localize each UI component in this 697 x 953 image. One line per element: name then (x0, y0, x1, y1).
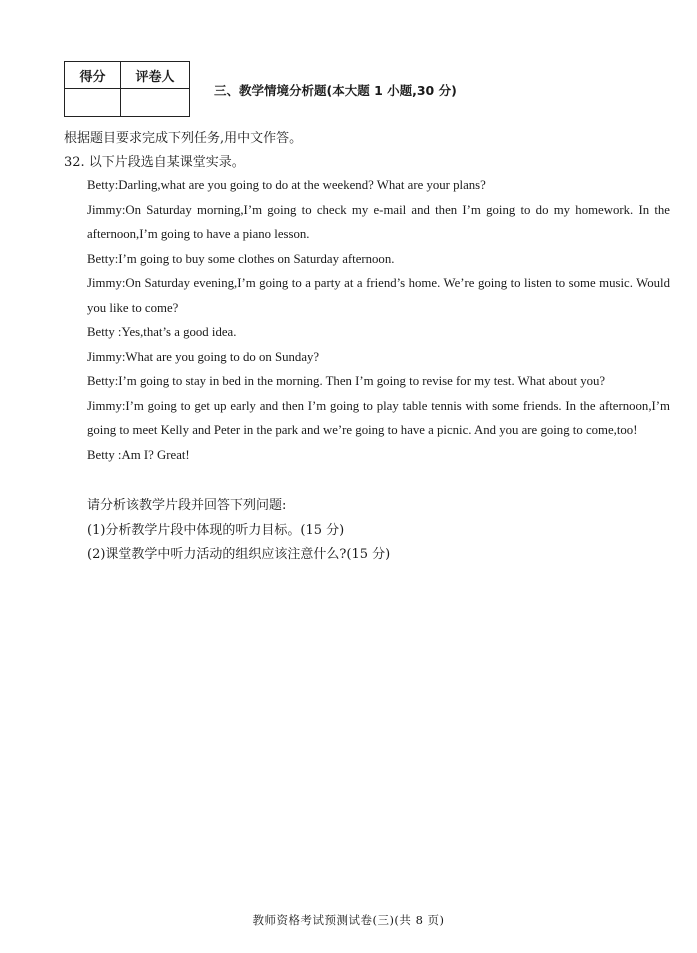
sub-question-2: (2)课堂教学中听力活动的组织应该注意什么?(15 分) (87, 547, 391, 562)
dialogue-line: Betty :Am I? Great! (87, 447, 190, 462)
question-stem: 32. 以下片段选自某课堂实录。 (64, 155, 245, 170)
dialogue-line: Jimmy:I’m going to get up early and then I’m going to play table tennis with some friends. In the afternoon,I’m going to meet Kelly and Peter in the park and we’re going to have a picnic. And you are going to come,too! (87, 398, 670, 437)
score-table (64, 61, 190, 117)
dialogue-line: Jimmy:On Saturday evening,I’m going to a party at a friend’s home. We’re going to listen to some music. Would you like to come? (87, 276, 670, 315)
dialogue-line: Betty:Darling,what are you going to do at the weekend? What are your plans? (87, 178, 486, 192)
analysis-prompt: 请分析该教学片段并回答下列问题: (87, 498, 287, 513)
instruction-text: 根据题目要求完成下列任务,用中文作答。 (64, 131, 303, 146)
dialogue-line: Betty:I’m going to buy some clothes on Saturday afternoon. (87, 251, 395, 266)
dialogue-line: Betty :Yes,that’s a good idea. (87, 325, 237, 339)
question-block (87, 494, 390, 568)
sub-question-1: (1)分析教学片段中体现的听力目标。(15 分) (87, 522, 345, 538)
dialogue-line: Jimmy:What are you going to do on Sunday? (87, 349, 320, 364)
dialogue-line: Jimmy:On Saturday morning,I’m going to check my e-mail and then I’m going to do my homework. In the afternoon,I’m going to have a piano lesson. (87, 202, 670, 241)
section-heading: 三、教学情境分析题(本大题 1 小题,30 分) (214, 83, 457, 98)
dialogue-transcript (87, 173, 670, 467)
grader-header: 评卷人 (121, 62, 190, 89)
grader-cell (121, 89, 190, 117)
score-header: 得分 (65, 62, 121, 89)
page-footer: 教师资格考试预测试卷(三)(共 8 页) (252, 913, 445, 927)
score-cell (65, 89, 121, 117)
dialogue-line: Betty:I’m going to stay in bed in the morning. Then I’m going to revise for my test. What about you? (87, 374, 606, 388)
